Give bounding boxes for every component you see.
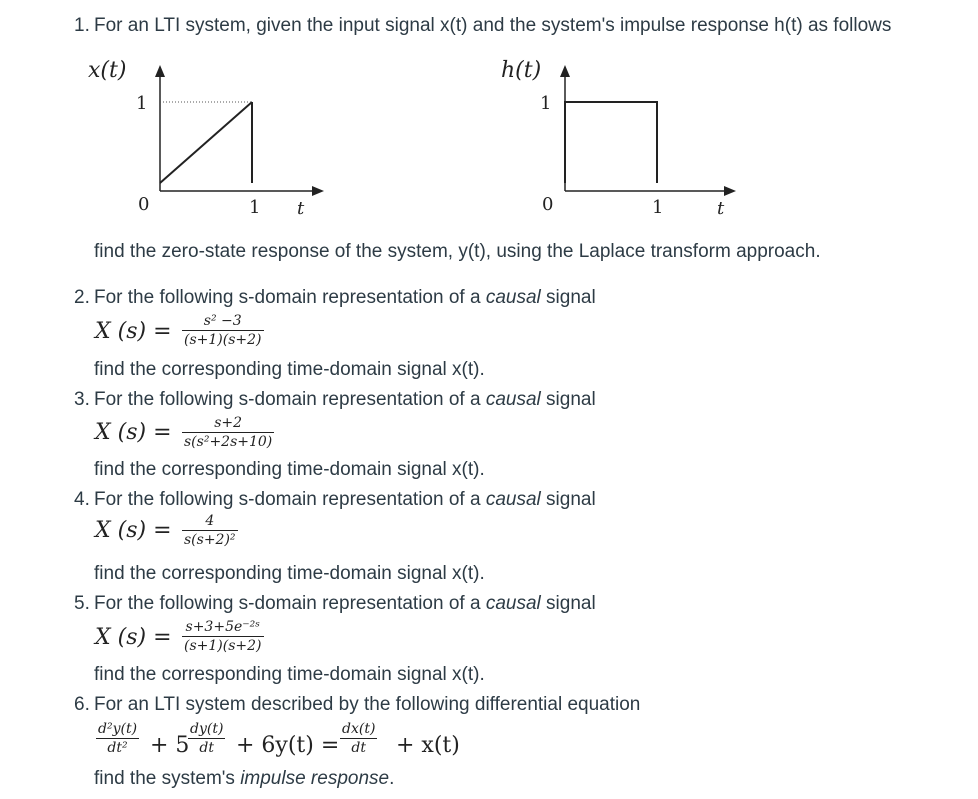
q4-numerator: 4: [205, 513, 215, 529]
q5-find: find the corresponding time-domain signal x(t).: [94, 664, 485, 685]
q3-fraction: [182, 416, 274, 449]
q2-text: [94, 288, 596, 307]
q5-causal: causal: [485, 593, 541, 614]
q5-fraction: [182, 620, 264, 653]
q1-find: find the zero-state response of the system, y(t), using the Laplace transform approach.: [94, 241, 821, 262]
q2-number: 2.: [74, 287, 90, 308]
q5-text-a: For the following s-domain representation of a: [94, 593, 486, 614]
q6-tail: + x(t): [396, 733, 460, 758]
q6-frac-d2y-den: dt²: [107, 740, 128, 756]
q1-number: 1.: [74, 15, 90, 36]
ht-label: h(t): [501, 58, 542, 83]
q2-text-b: signal: [540, 287, 596, 308]
ht-pulse: [565, 102, 657, 183]
q6-find-b: .: [389, 768, 395, 789]
q3-lhs: X (s) =: [95, 420, 172, 445]
xt-origin: 0: [138, 194, 150, 215]
xt-ytick: 1: [136, 93, 148, 114]
q4-find: find the corresponding time-domain signal x(t).: [94, 563, 485, 584]
q6-frac-dy: [188, 722, 225, 755]
q6-frac-dx-num: dx(t): [342, 721, 376, 737]
q3-denominator: s(s²+2s+10): [184, 434, 273, 450]
q2-text-a: For the following s-domain representation of a: [94, 287, 486, 308]
q5-lhs: X (s) =: [95, 625, 172, 650]
q6-number: 6.: [74, 694, 90, 715]
q4-text: [94, 490, 596, 509]
q4-causal: causal: [485, 489, 541, 510]
ht-x-arrow: [724, 186, 736, 196]
q6-frac-d2y-num: d²y(t): [98, 721, 138, 737]
q2-find: find the corresponding time-domain signal x(t).: [94, 359, 485, 380]
q3-find: find the corresponding time-domain signal x(t).: [94, 459, 485, 480]
q6-frac-dx-den: dt: [351, 740, 366, 756]
q3-text-a: For the following s-domain representation of a: [94, 389, 486, 410]
q3-causal: causal: [485, 389, 541, 410]
ht-ytick: 1: [540, 93, 552, 114]
q6-find-a: find the system's: [94, 768, 241, 789]
q6-find-em: impulse response: [240, 768, 390, 789]
xt-axis-label: t: [297, 198, 305, 219]
q4-text-b: signal: [540, 489, 596, 510]
q6-frac-dy-num: dy(t): [190, 721, 224, 737]
ht-y-arrow: [560, 65, 570, 77]
q6-frac-dy-den: dt: [199, 740, 214, 756]
q5-text-b: signal: [540, 593, 596, 614]
q3-text-b: signal: [540, 389, 596, 410]
ht-axis-label: t: [717, 198, 725, 219]
q5-numerator: s+3+5e⁻²ˢ: [185, 619, 260, 635]
q4-lhs: X (s) =: [95, 518, 172, 543]
q5-denominator: (s+1)(s+2): [184, 638, 262, 654]
q2-fraction: [182, 314, 264, 347]
q4-denominator: s(s+2)²: [184, 532, 236, 548]
q4-number: 4.: [74, 489, 90, 510]
ht-xtick: 1: [652, 197, 664, 218]
q2-causal: causal: [485, 287, 541, 308]
q6-text: For an LTI system described by the following differential equation: [94, 694, 641, 715]
q2-lhs: X (s) =: [95, 319, 172, 344]
q3-text: [94, 390, 596, 409]
q6-find: [94, 769, 394, 788]
ht-origin: 0: [542, 194, 554, 215]
q6-frac-d2y: [96, 722, 139, 755]
q6-mid: + 6y(t) =: [236, 733, 340, 758]
q4-text-a: For the following s-domain representation of a: [94, 489, 486, 510]
q6-frac-dx: [340, 722, 377, 755]
q3-numerator: s+2: [214, 415, 243, 431]
q3-number: 3.: [74, 389, 90, 410]
q6-plus5: + 5: [150, 733, 190, 758]
q2-numerator: s² −3: [203, 313, 242, 329]
q2-denominator: (s+1)(s+2): [184, 332, 262, 348]
q5-number: 5.: [74, 593, 90, 614]
q5-text: [94, 594, 596, 613]
q4-fraction: [182, 514, 238, 547]
xt-label: x(t): [88, 58, 127, 83]
q1-text: For an LTI system, given the input signal x(t) and the system's impulse response h(t) as follows: [94, 15, 892, 36]
xt-xtick: 1: [249, 197, 261, 218]
